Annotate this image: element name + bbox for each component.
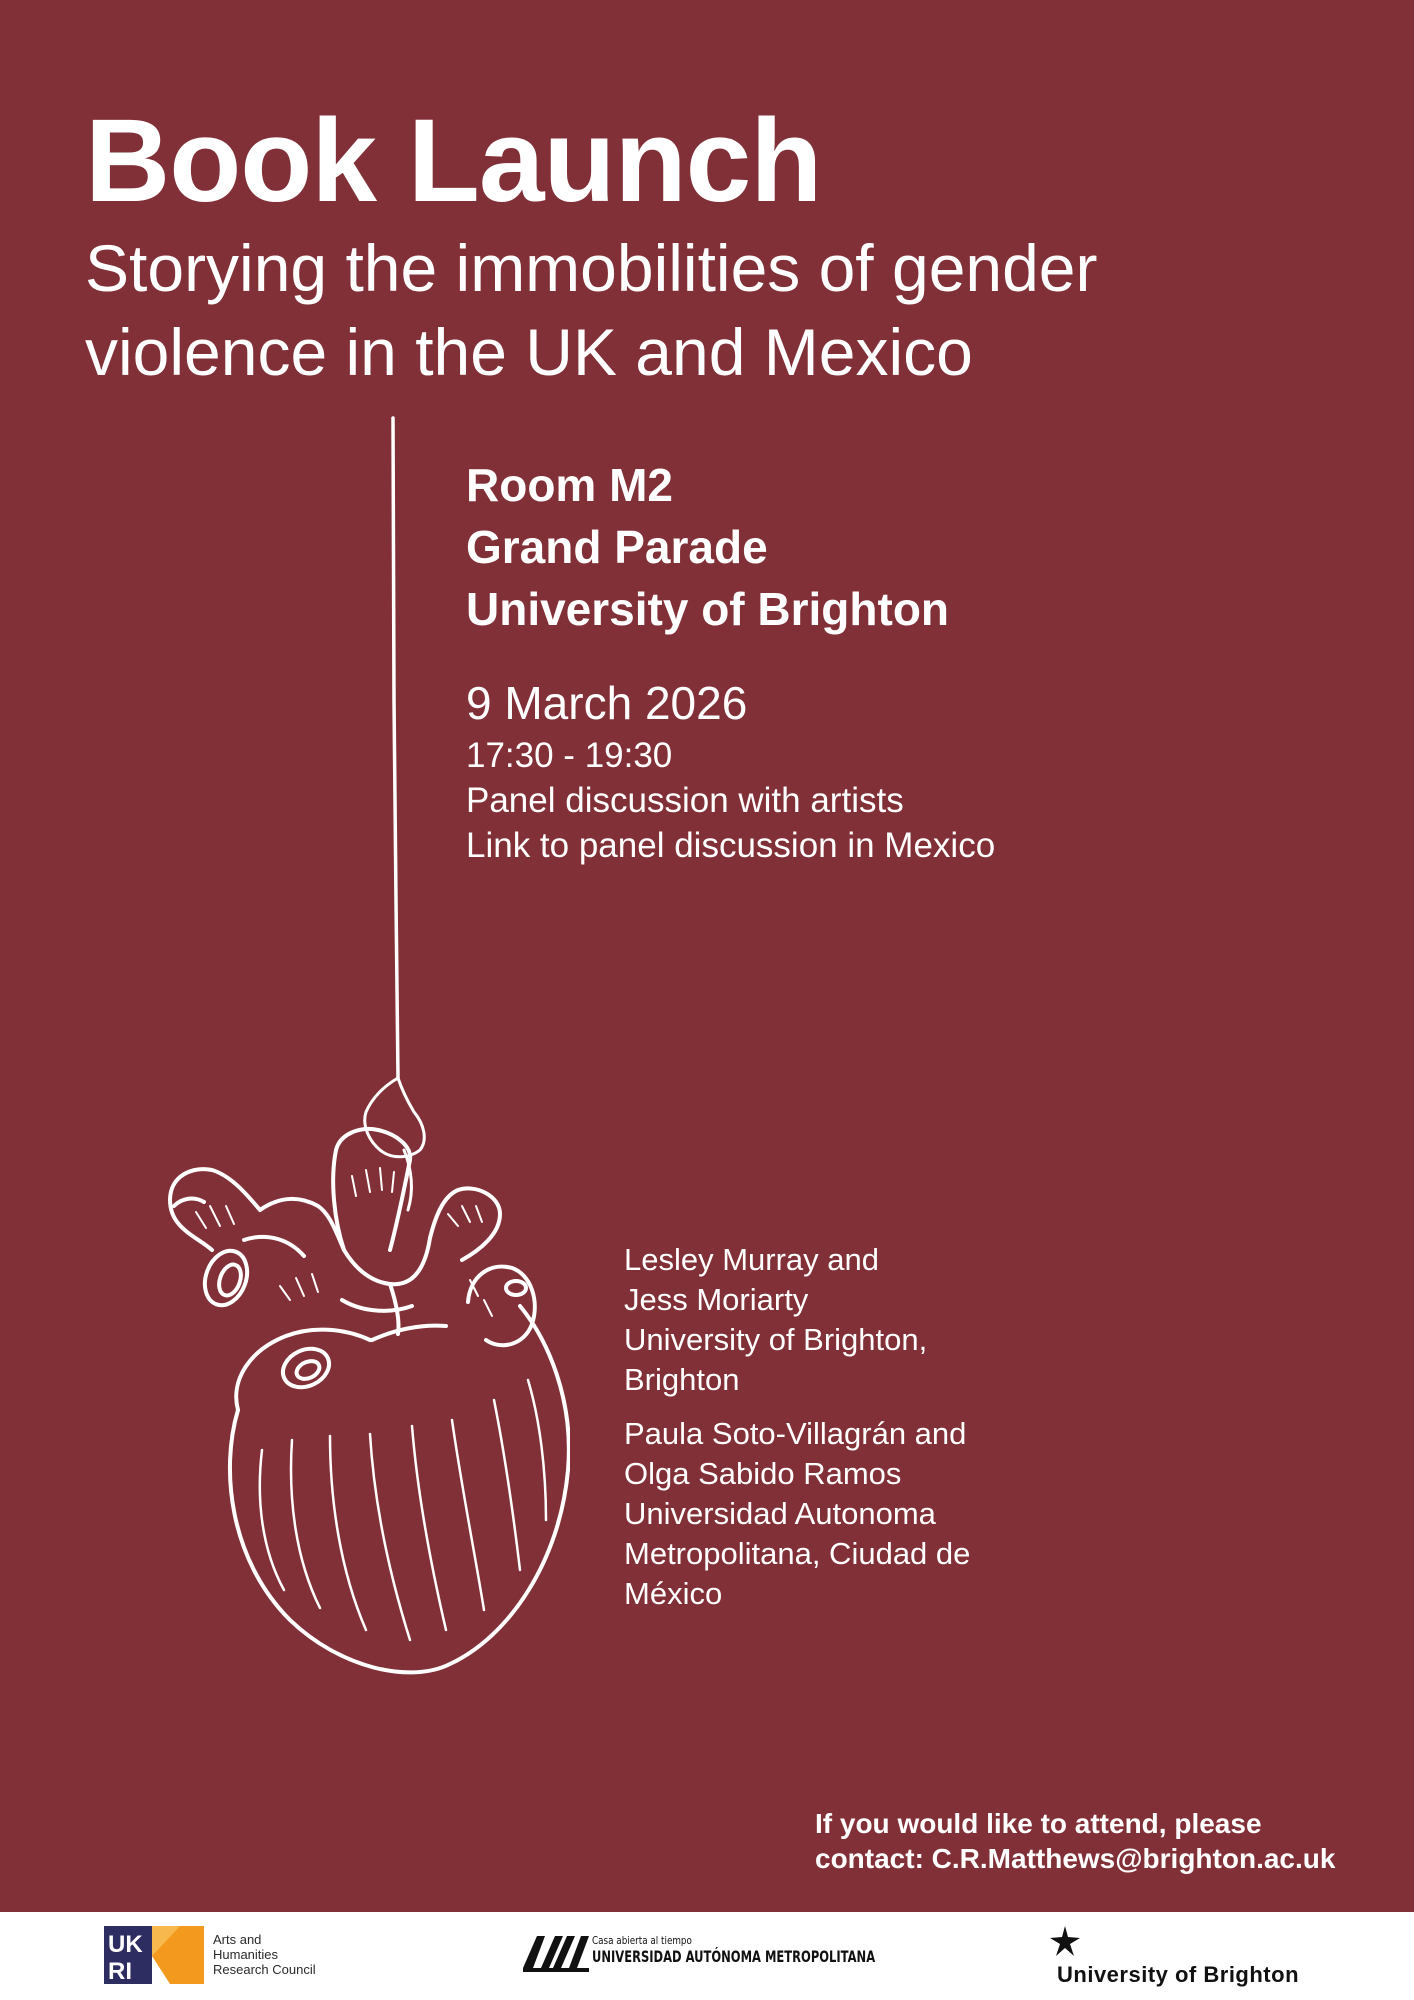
venue-room: Room M2 [466,459,673,511]
venue-institution: University of Brighton [466,583,950,635]
contact-info [815,1806,1335,1876]
speaker-group [624,1414,970,1614]
brighton-name: University of Brighton [1057,1962,1300,1987]
event-note: Link to panel discussion in Mexico [466,826,996,865]
page-title: Book Launch [85,95,822,227]
contact-line: If you would like to attend, please [815,1808,1262,1839]
ukri-letters: UK [108,1931,143,1958]
venue-building: Grand Parade [466,521,768,573]
subtitle-line: violence in the UK and Mexico [85,315,973,389]
ahrc-line: Humanities [213,1947,279,1962]
speaker-affiliation: Universidad Autonoma [624,1496,936,1531]
speaker-affiliation: Metropolitana, Ciudad de [624,1536,971,1571]
uam-name [592,1934,985,1967]
speaker-affiliation: Brighton [624,1362,740,1397]
speakers [624,1240,970,1628]
uam-motto: Casa abierta al tiempo [592,1934,692,1947]
ukri-letters: RI [108,1958,132,1985]
speaker-affiliation: México [624,1576,723,1611]
speaker-names: Olga Sabido Ramos [624,1456,902,1491]
speaker-affiliation: University of Brighton, [624,1322,928,1357]
event-details [466,733,995,868]
uam-title: UNIVERSIDAD AUTÓNOMA METROPOLITANA [592,1947,876,1966]
ukri-logo-icon [104,1926,204,1986]
venue-block [466,454,949,640]
ahrc-line: Research Council [213,1962,316,1977]
speaker-names: Lesley Murray and [624,1242,880,1277]
brighton-star-icon [1050,1926,1080,1956]
event-time: 17:30 - 19:30 [466,736,673,775]
speaker-names: Paula Soto-Villagrán and [624,1416,967,1451]
contact-email-line[interactable]: contact: C.R.Matthews@brighton.ac.uk [815,1843,1336,1874]
event-note: Panel discussion with artists [466,781,904,820]
subtitle-line: Storying the immobilities of gender [85,231,1098,305]
event-date: 9 March 2026 [466,677,748,729]
footer-logos [0,1912,1414,2000]
speaker-names: Jess Moriarty [624,1282,809,1317]
ahrc-line: Arts and [213,1932,262,1947]
uam-logo-icon [523,1934,589,1974]
page-subtitle [85,226,1098,394]
speaker-group [624,1240,970,1400]
ahrc-name [213,1932,316,1977]
